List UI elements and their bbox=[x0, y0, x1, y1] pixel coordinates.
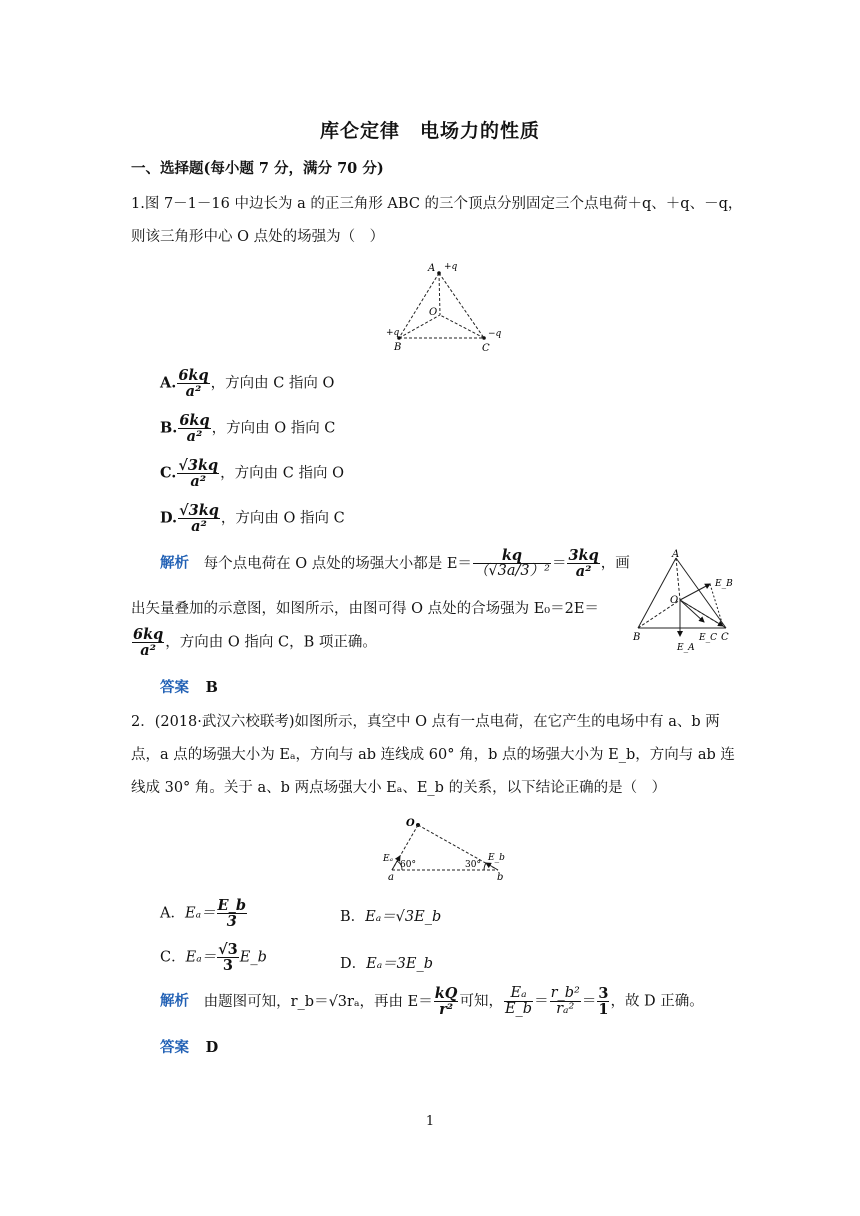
fraction-denominator: a² bbox=[575, 563, 592, 581]
fraction-numerator: √3kq bbox=[179, 502, 219, 519]
label-C: C bbox=[721, 632, 729, 643]
q2-option-b bbox=[340, 905, 441, 926]
fraction-denominator: 3 bbox=[226, 913, 237, 931]
option-text: ，方向由 O 指向 C bbox=[211, 420, 336, 437]
label-EC: E_C bbox=[699, 633, 717, 643]
fraction-denominator: rₐ² bbox=[556, 1001, 575, 1018]
answer-label: 答案 bbox=[160, 679, 189, 696]
option-text: Eₐ＝3E_b bbox=[366, 956, 434, 972]
answer-label: 答案 bbox=[160, 1039, 189, 1056]
fraction-denominator: a² bbox=[190, 473, 207, 491]
fraction-denominator: E_b bbox=[504, 1001, 533, 1018]
fraction-numerator: 3 bbox=[598, 985, 609, 1002]
label-O: O bbox=[429, 307, 438, 318]
label-C: C bbox=[482, 343, 490, 354]
q2-option-c bbox=[160, 942, 267, 973]
label-EA: E_A bbox=[677, 643, 695, 653]
option-letter: D. bbox=[160, 509, 178, 527]
q1-answer bbox=[160, 676, 218, 697]
fraction-denominator: a² bbox=[140, 642, 157, 660]
page-number: 1 bbox=[425, 1114, 435, 1129]
analysis-fraction-3 bbox=[550, 986, 581, 1017]
analysis-fraction-1 bbox=[434, 986, 459, 1017]
answer-value: D bbox=[205, 1039, 219, 1056]
option-letter: A． bbox=[160, 905, 185, 922]
label-B: B bbox=[633, 632, 641, 643]
q2-stem-line3: 线成 30° 角。关于 a、b 两点场强大小 Eₐ、E_b 的关系，以下结论正确的是（ ） bbox=[131, 780, 667, 796]
equals-sign: ＝ bbox=[551, 555, 567, 572]
q1-option-c bbox=[160, 458, 344, 489]
option-fraction bbox=[177, 368, 209, 399]
q1-option-a bbox=[160, 368, 334, 399]
label-O: O bbox=[670, 595, 679, 606]
option-letter: B. bbox=[160, 419, 178, 437]
q2-stem-line1: 2．(2018·武汉六校联考)如图所示，真空中 O 点有一点电荷，在它产生的电场中有 a、b 两 bbox=[131, 714, 720, 730]
label-a: a bbox=[388, 872, 394, 882]
equals-sign: ＝ bbox=[581, 993, 597, 1010]
q1-stem-line1: 1.图 7－1－16 中边长为 a 的正三角形 ABC 的三个顶点分别固定三个点电荷＋q、＋q、－q， bbox=[131, 196, 743, 212]
fraction-denominator: 1 bbox=[598, 1001, 609, 1019]
q2-analysis bbox=[160, 986, 704, 1017]
option-text: Eₐ＝ bbox=[184, 905, 216, 922]
option-fraction bbox=[178, 503, 220, 534]
q1-triangle-figure bbox=[384, 258, 504, 354]
label-Eb: E_b bbox=[488, 853, 505, 863]
option-fraction bbox=[177, 458, 219, 489]
q1-option-d bbox=[160, 503, 345, 534]
option-fraction bbox=[217, 898, 247, 929]
option-letter: B． bbox=[340, 909, 366, 925]
option-fraction bbox=[217, 942, 239, 973]
fraction-denominator: a² bbox=[185, 383, 202, 401]
label-C-charge: −q bbox=[488, 329, 502, 339]
analysis-text: ，画 bbox=[600, 555, 630, 572]
fraction-numerator: kQ bbox=[434, 985, 458, 1002]
analysis-text: 可知， bbox=[459, 993, 503, 1010]
option-text: Eₐ＝√3E_b bbox=[365, 909, 442, 925]
analysis-text: ，方向由 O 指向 C，B 项正确。 bbox=[165, 634, 377, 651]
fraction-denominator: a² bbox=[191, 518, 207, 536]
q2-field-figure bbox=[380, 812, 510, 882]
label-A-charge: +q bbox=[444, 262, 458, 272]
analysis-text: 每个点电荷在 O 点处的场强大小都是 E＝ bbox=[203, 555, 472, 572]
fraction-numerator: 6kq bbox=[178, 367, 209, 384]
q1-analysis-line3 bbox=[131, 627, 377, 658]
label-30: 30° bbox=[465, 860, 481, 870]
fraction-numerator: 6kq bbox=[179, 412, 210, 429]
option-text: E_b bbox=[239, 949, 267, 966]
fraction-numerator: kq bbox=[473, 548, 551, 564]
label-b: b bbox=[497, 872, 504, 882]
option-fraction bbox=[178, 413, 210, 444]
analysis-fraction-2 bbox=[504, 986, 533, 1017]
option-letter: C． bbox=[160, 949, 186, 966]
q2-option-a bbox=[160, 898, 248, 929]
analysis-text: 由题图可知，r_b＝√3rₐ，再由 E＝ bbox=[203, 993, 433, 1010]
analysis-fraction-3 bbox=[132, 627, 164, 658]
q1-stem-line2: 则该三角形中心 O 点处的场强为（ ） bbox=[131, 229, 385, 245]
analysis-fraction-1 bbox=[473, 548, 551, 579]
fraction-denominator: （√3a/3）² bbox=[473, 563, 550, 580]
q2-stem-line2: 点，a 点的场强大小为 Eₐ，方向与 ab 连线成 60° 角，b 点的场强大小为 E_b，方向与 ab 连 bbox=[131, 747, 735, 763]
option-text: ，方向由 O 指向 C bbox=[220, 510, 345, 527]
option-text: Eₐ＝ bbox=[185, 949, 217, 966]
fraction-numerator: E_b bbox=[217, 897, 246, 914]
analysis-fraction-2 bbox=[567, 548, 599, 579]
section-heading: 一、选择题(每小题 7 分，满分 70 分) bbox=[131, 160, 384, 177]
q2-answer bbox=[160, 1036, 218, 1057]
fraction-numerator: √3kq bbox=[178, 457, 219, 474]
analysis-label: 解析 bbox=[160, 992, 189, 1010]
label-A: A bbox=[672, 549, 680, 560]
q1-option-b bbox=[160, 413, 335, 444]
fraction-numerator: Eₐ bbox=[504, 986, 533, 1002]
label-B: B bbox=[394, 342, 402, 353]
fraction-numerator: √3 bbox=[218, 941, 238, 958]
fraction-numerator: 3kq bbox=[568, 547, 599, 564]
analysis-label: 解析 bbox=[160, 554, 189, 572]
q1-analysis-line1 bbox=[160, 548, 630, 579]
fraction-numerator: r_b² bbox=[550, 985, 580, 1001]
fraction-denominator: r² bbox=[439, 1001, 454, 1019]
analysis-fraction-4 bbox=[597, 986, 609, 1017]
label-B-charge: +q bbox=[386, 328, 400, 338]
label-EB: E_B bbox=[715, 579, 733, 589]
label-A: A bbox=[428, 263, 436, 274]
equals-sign: ＝ bbox=[534, 993, 549, 1010]
q1-vector-figure bbox=[628, 548, 738, 654]
label-60: 60° bbox=[400, 860, 416, 870]
label-Ea: Eₐ bbox=[383, 854, 393, 864]
q1-analysis-line2: 出矢量叠加的示意图，如图所示，由图可得 O 点处的合场强为 E₀＝2E＝ bbox=[131, 601, 599, 617]
page-title: 库仑定律 电场力的性质 bbox=[319, 120, 540, 142]
option-text: ，方向由 C 指向 O bbox=[210, 375, 335, 392]
analysis-text: ，故 D 正确。 bbox=[610, 993, 704, 1010]
fraction-denominator: a² bbox=[186, 428, 203, 446]
answer-value: B bbox=[205, 679, 218, 696]
fraction-numerator: 6kq bbox=[133, 626, 164, 643]
option-text: ，方向由 C 指向 O bbox=[220, 465, 344, 482]
option-letter: D． bbox=[340, 956, 367, 972]
q2-option-d bbox=[340, 952, 433, 973]
label-O: O bbox=[406, 818, 415, 829]
option-letter: C. bbox=[160, 464, 177, 482]
option-letter: A. bbox=[160, 374, 177, 392]
fraction-denominator: 3 bbox=[222, 957, 233, 975]
